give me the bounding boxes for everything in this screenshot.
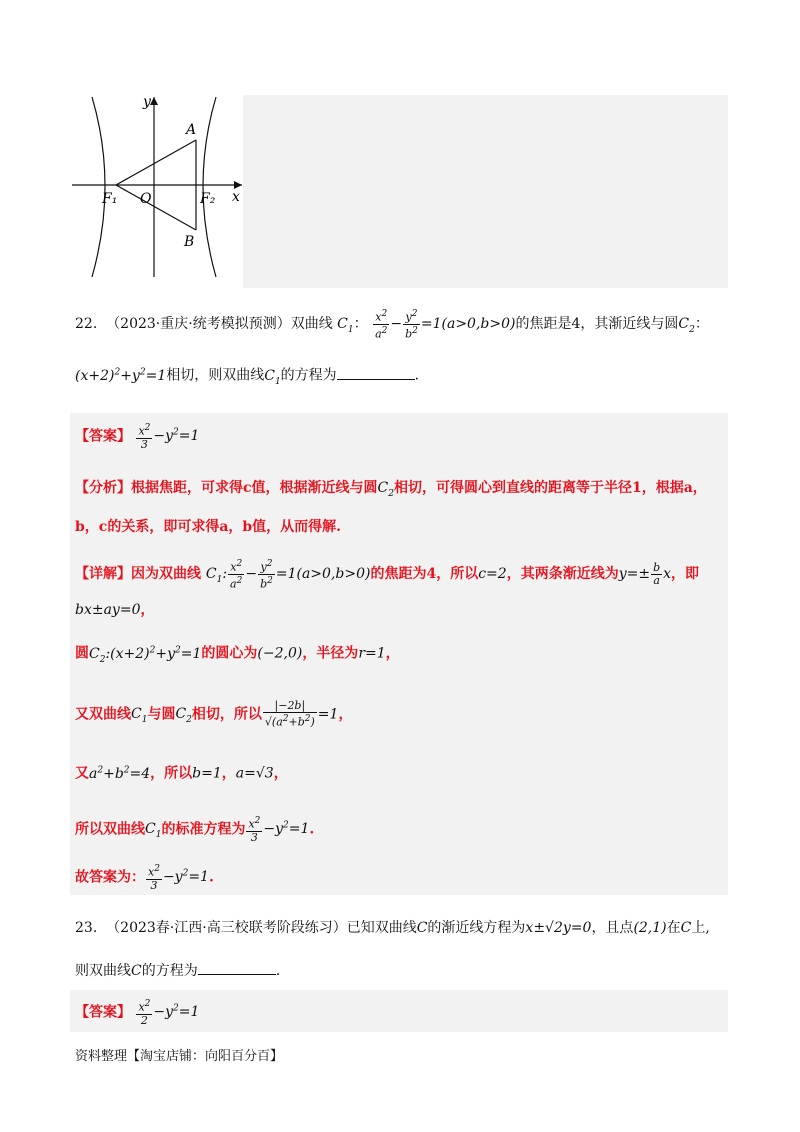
detail-line-2: bx±ay=0， <box>75 602 155 618</box>
detail-line-5: 又$a^2+b^2=4$，所以b=1，a=√3， <box>75 765 288 782</box>
question-22-line-1: 22. （2023·重庆·统考模拟预测）双曲线 $C_1$： $\frac{x^2}{a^2}$ − $\frac{y^2}{b^2}$ =1(a>0,b>0)的焦距是4，其渐近线与圆$C_2$： <box>75 309 709 341</box>
detail-line-3: 圆$C_2:(x+2)^2+y^2=1$的圆心为(−2,0)，半径为r=1， <box>75 645 400 665</box>
analysis-line-2: b，c的关系，即可求得a，b值，从而得解. <box>75 519 342 535</box>
detail-line-4: 又双曲线$C_1$与圆$C_2$相切，所以 $\frac{|-2b|}{√(a^2+b^2)}$ =1， <box>75 699 353 729</box>
analysis-line-1: 【分析】根据焦距，可求得c值，根据渐近线与圆$C_2$相切，可得圆心到直线的距离等于半径1，根据a， <box>75 480 707 499</box>
footer-text: 资料整理【淘宝店铺：向阳百分百】 <box>75 1049 284 1064</box>
answer-blank[interactable] <box>337 365 415 380</box>
figure-background <box>243 95 728 288</box>
hyperbola-figure <box>70 93 245 288</box>
svg-text:F₁: F₁ <box>102 191 118 207</box>
question-22-line-2: $(x+2)^2+y^2=1$相切，则双曲线$C_1$的方程为 . <box>75 362 419 391</box>
question-23-line-2: 则双曲线C的方程为 . <box>75 960 280 981</box>
svg-text:y: y <box>143 94 151 110</box>
answer-23: 【答案】 $\frac{x^2}{2}$ $-y^2=1$ <box>75 999 200 1027</box>
detail-line-1: 【详解】因为双曲线 $C_1$: $\frac{x^2}{a^2}$ − $\frac{y^2}{b^2}$ =1(a>0,b>0)的焦距为4，所以c=2，其两条渐近线为y=± $\frac{b}{a}$ x，即 <box>75 559 700 591</box>
question-23-line-1: 23. （2023春·江西·高三校联考阶段练习）已知双曲线C的渐近线方程为x±√2y=0，且点(2,1)在C上, <box>75 920 710 936</box>
detail-line-7: 故答案为： $\frac{x^2}{3}$ $-y^2=1$. <box>75 864 214 892</box>
answer-blank[interactable] <box>198 960 276 975</box>
svg-text:x: x <box>232 189 240 205</box>
svg-text:F₂: F₂ <box>200 191 216 207</box>
svg-text:O: O <box>140 191 152 207</box>
svg-text:A: A <box>186 122 197 138</box>
detail-line-6: 所以双曲线$C_1$的标准方程为 $\frac{x^2}{3}$ $-y^2=1$. <box>75 816 315 844</box>
answer-22: 【答案】 $\frac{x^2}{3}$ $-y^2=1$ <box>75 423 200 451</box>
svg-text:B: B <box>184 234 195 250</box>
